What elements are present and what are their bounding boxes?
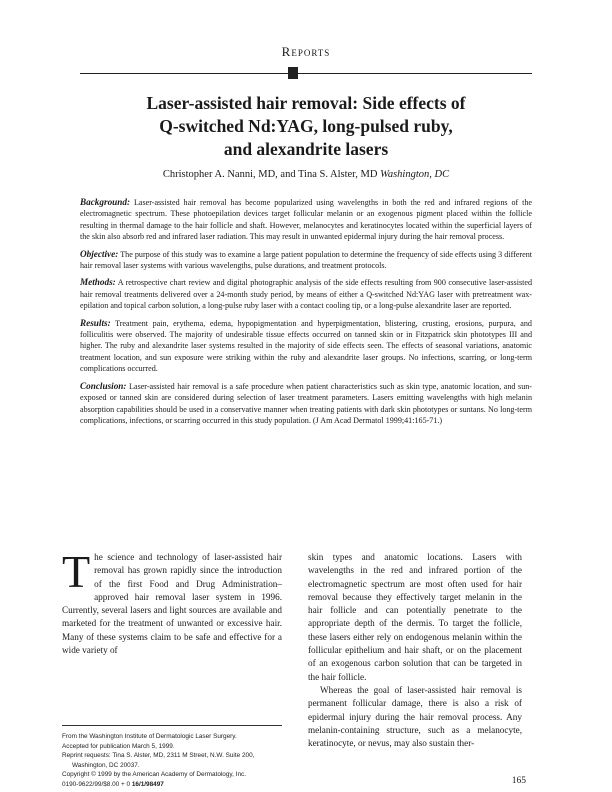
header-rule-marker: [288, 67, 298, 79]
body-paragraph-1: skin types and anatomic locations. Lasers with wavelengths in the red and infrared portion of the electromagnetic spectrum are most often used for hair removal because they effectively target melanin in the hair follicle and can potentially penetrate to the appropriate depth of the dermis. To target the follicle, these lasers either rely on endogenous melanin within the follicular epithelium and hair shaft, or on the placement of an exogenous carbon solution that can be targeted in the hair follicle.: [308, 552, 522, 682]
background-text: Laser-assisted hair removal has become popularized using wavelengths in both the red and infrared regions of the electromagnetic spectrum. These photoepilation devices target follicular melanin or an exogenous pigment placed within the follicle resulting in thermal damage to the hair follicle and shaft. However, melanocytes and keratinocytes located within the superficial layers of the skin also absorb red and infrared laser radiation. This may result in unwanted epidermal injury during the hair removal process.: [80, 198, 532, 242]
footnote-copyright: Copyright © 1999 by the American Academy of Dermatology, Inc.: [62, 771, 246, 779]
conclusion-label: Conclusion:: [80, 380, 127, 391]
title-line-2: Q-switched Nd:YAG, long-pulsed ruby,: [159, 116, 453, 136]
footnote-code-prefix: 0190-9622/99/$8.00 + 0: [62, 780, 131, 788]
intro-paragraph: [62, 546, 282, 657]
author-names: Christopher A. Nanni, MD, and Tina S. Alster, MD: [162, 169, 378, 180]
results-text: Treatment pain, erythema, edema, hypopigmentation and hyperpigmentation, blistering, crusting, erosions, purpura, and folliculitis were observed. The majority of undesirable tissue effects occurred on tanned skin or in Fitzpatrick skin phototypes III and higher. The ruby and alexandrite laser systems resulted in the majority of side effects seen. The effects of seasonal variations, anatomic treatment location, and sun exposure were striking within the ruby and alexandrite laser groups. No infections, scarring, or long-term complications occurred.: [80, 318, 532, 374]
abstract: [80, 197, 532, 432]
intro-paragraph-text: he science and technology of laser-assisted hair removal has grown rapidly since the introduction of the first Food and Drug Administration–approved hair removal laser system in 1996. Currently, several lasers and light sources are available and marketed for the treatment of unwanted or excessive hair. Many of these systems claim to be safe and effective for a wide variety of: [62, 552, 282, 656]
body-column-left: [62, 546, 282, 657]
footnote-code-id: 16/1/98497: [131, 780, 164, 788]
background-label: Background:: [80, 197, 131, 207]
header-rule: [80, 73, 532, 74]
abstract-results: [80, 318, 532, 375]
conclusion-text: Laser-assisted hair removal is a safe procedure when patient characteristics such as skin type, anatomic location, and sun-exposed or tanned skin are considered during selection of laser treatment parameters. Lasers emitting wavelengths with high melanin absorption capabilities should be used in a conservative manner when treating patients with dark skin phototypes or suntans. No long-term complications, infections, or scarring occurred in this study population. (J Am Acad Dermatol 1999;41:165-71.): [80, 381, 532, 425]
title-line-3: and alexandrite lasers: [223, 139, 389, 159]
footnote-rule: [62, 725, 282, 726]
footnote-accepted: Accepted for publication March 5, 1999.: [62, 742, 175, 750]
methods-text: A retrospective chart review and digital photographic analysis of the side effects resulting from 900 consecutive laser-assisted hair removal treatments delivered over a 24-month study period, by means of either a Q-switched Nd:YAG laser with pretreatment wax-epilation and topical carbon solution, a long-pulse ruby laser with a contact cooling tip, or a long-pulse alexandrite laser are reported.: [80, 278, 532, 311]
results-label: Results:: [80, 317, 111, 328]
footnote-reprint: Reprint requests: Tina S. Alster, MD, 2311 M Street, N.W. Suite 200,: [62, 752, 255, 760]
article-title: [80, 92, 532, 161]
abstract-conclusion: [80, 381, 532, 427]
drop-cap: T: [62, 546, 91, 597]
body-paragraph-2: Whereas the goal of laser-assisted hair removal is permanent follicular damage, there is also a risk of epidermal injury during the hair removal process. Any melanin-containing structure, such as a melanocyte, keratinocyte, or nevus, may also sustain ther-: [308, 684, 522, 749]
abstract-background: [80, 197, 532, 243]
footnotes: [62, 732, 292, 790]
methods-label: Methods:: [80, 277, 116, 288]
title-line-1: Laser-assisted hair removal: Side effects of: [146, 93, 466, 113]
footnote-reprint-address: Washington, DC 20037.: [72, 761, 140, 769]
footnote-code: [62, 780, 292, 790]
footnote-affiliation: From the Washington Institute of Dermatologic Laser Surgery.: [62, 733, 237, 740]
section-header: Reports: [281, 44, 331, 59]
author-line: [80, 169, 532, 180]
abstract-methods: [80, 277, 532, 311]
body-column-right: [308, 551, 522, 750]
abstract-objective: [80, 249, 532, 272]
author-location: Washington, DC: [380, 169, 450, 180]
objective-text: The purpose of this study was to examine a large patient population to determine the frequency of side effects using 3 different hair removal laser systems with various wavelengths, pulse durations, and treatment protocols.: [80, 249, 532, 271]
objective-label: Objective:: [80, 248, 119, 259]
page-number: 165: [511, 776, 526, 786]
